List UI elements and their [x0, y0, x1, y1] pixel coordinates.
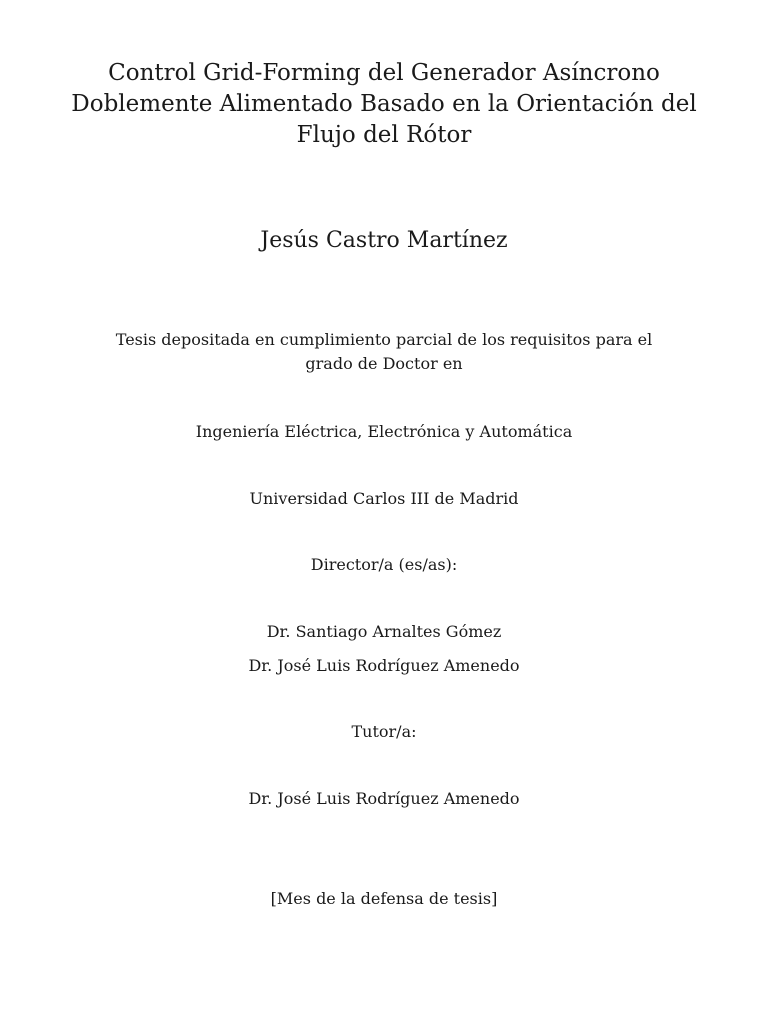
tutor-label: Tutor/a:: [351, 722, 417, 741]
doctoral-program: Ingeniería Eléctrica, Electrónica y Automática: [195, 422, 573, 441]
tutor-name: Dr. José Luis Rodríguez Amenedo: [248, 789, 520, 808]
degree-statement: [0, 328, 768, 376]
degree-statement-line: Tesis depositada en cumplimiento parcial de los requisitos para el: [115, 330, 653, 349]
degree-statement-line: grado de Doctor en: [305, 354, 463, 373]
director-name: Dr. José Luis Rodríguez Amenedo: [248, 656, 520, 675]
director-name: Dr. Santiago Arnaltes Gómez: [266, 622, 502, 641]
author-name: Jesús Castro Martínez: [260, 228, 508, 253]
defense-date-placeholder: [Mes de la defensa de tesis]: [270, 889, 498, 908]
university-name: Universidad Carlos III de Madrid: [249, 489, 519, 508]
thesis-title: [0, 58, 768, 151]
thesis-title-line: Doblemente Alimentado Basado en la Orientación del: [71, 91, 697, 117]
thesis-title-line: Control Grid-Forming del Generador Asíncrono: [108, 60, 660, 86]
thesis-title-line: Flujo del Rótor: [296, 122, 472, 148]
directors-label: Director/a (es/as):: [310, 555, 458, 574]
